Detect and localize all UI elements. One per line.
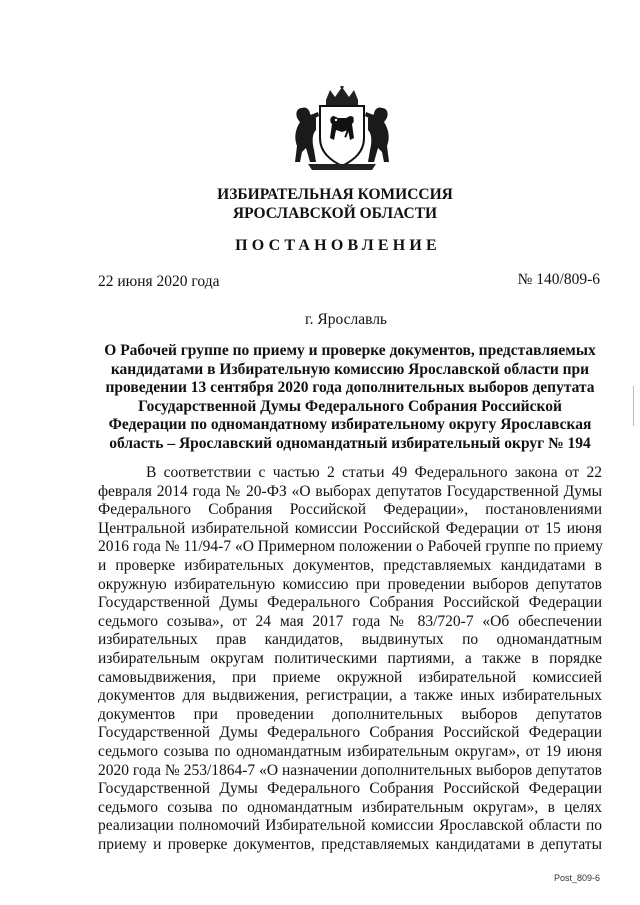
document-number: № 140/809-6 <box>517 271 600 288</box>
document-date: 22 июня 2020 года <box>98 273 220 290</box>
body-line: приему и проверке документов, представляемых кандидатами в депутаты <box>98 835 602 853</box>
body-line: избирательных прав кандидатов, выдвинутых по одномандатным <box>98 631 602 649</box>
document-title: О Рабочей группе по приему и проверке документов, представляемых кандидатами в Избирательную комиссию Ярославской области при проведении 13 сентября 2020 года дополнительных выборов депутата Государственной Думы Федерального Собрания Российской Федерации по одномандатному избирательному округу Ярославская область – Ярославский одномандатный избирательный округ № 194 <box>104 342 596 452</box>
body-line: седьмого созыва по одномандатным избирательным округам», в целях <box>98 798 602 816</box>
body-line: В соответствии с частью 2 статьи 49 Федерального закона от 22 <box>146 464 602 481</box>
body-line: Федерального Собрания Российской Федерации», постановлениями <box>98 501 602 519</box>
document-city <box>0 311 640 329</box>
body-line: документов при проведении дополнительных выборов депутатов <box>98 705 602 723</box>
body-line: седьмого созыва», от 24 мая 2017 года № 83/720-7 «Об обеспечении <box>98 612 602 630</box>
document-body <box>98 464 602 854</box>
body-line: избирательным округам политическими партиями, а также в порядке <box>98 649 602 667</box>
body-line: документов для выдвижения, регистрации, а также иных избирательных <box>98 687 602 705</box>
body-line: 2016 года № 11/94-7 «О Примерном положении о Рабочей группе по приему <box>98 538 603 556</box>
body-line: февраля 2014 года № 20-ФЗ «О выборах депутатов Государственной Думы <box>98 482 602 500</box>
document-type <box>0 237 640 255</box>
city-label: г. Ярославль <box>305 311 387 328</box>
body-line: седьмого созыва по одномандатным избирательным округам», от 19 июня <box>98 742 602 760</box>
body-line: Государственной Думы Федерального Собрания Российской Федерации <box>98 594 602 612</box>
body-line: реализации полномочий Избирательной комиссии Ярославской области по <box>98 817 602 835</box>
organization-name-line: ИЗБИРАТЕЛЬНАЯ КОМИССИЯ <box>217 186 453 203</box>
body-line: 2020 года № 253/1864-7 «О назначении дополнительных выборов депутатов <box>98 761 602 779</box>
margin-mark <box>633 386 634 426</box>
body-line: Государственной Думы Федерального Собрания Российской Федерации <box>98 724 602 742</box>
document-type-label: ПОСТАНОВЛЕНИЕ <box>235 237 441 254</box>
organization-name <box>0 185 640 223</box>
footer-file-code: Post_809-6 <box>553 873 600 883</box>
body-line: самовыдвижения, при приеме окружной избирательной комиссией <box>98 668 602 686</box>
body-line: Государственной Думы Федерального Собрания Российской Федерации <box>98 780 602 798</box>
coat-of-arms-icon <box>286 86 398 172</box>
body-line: и проверке избирательных документов, представляемых кандидатами в <box>98 556 602 574</box>
organization-name-line: ЯРОСЛАВСКОЙ ОБЛАСТИ <box>232 205 438 222</box>
body-line: окружную избирательную комиссию при проведении выборов депутатов <box>98 575 602 593</box>
body-line: Центральной избирательной комиссии Российской Федерации от 15 июня <box>98 519 602 537</box>
